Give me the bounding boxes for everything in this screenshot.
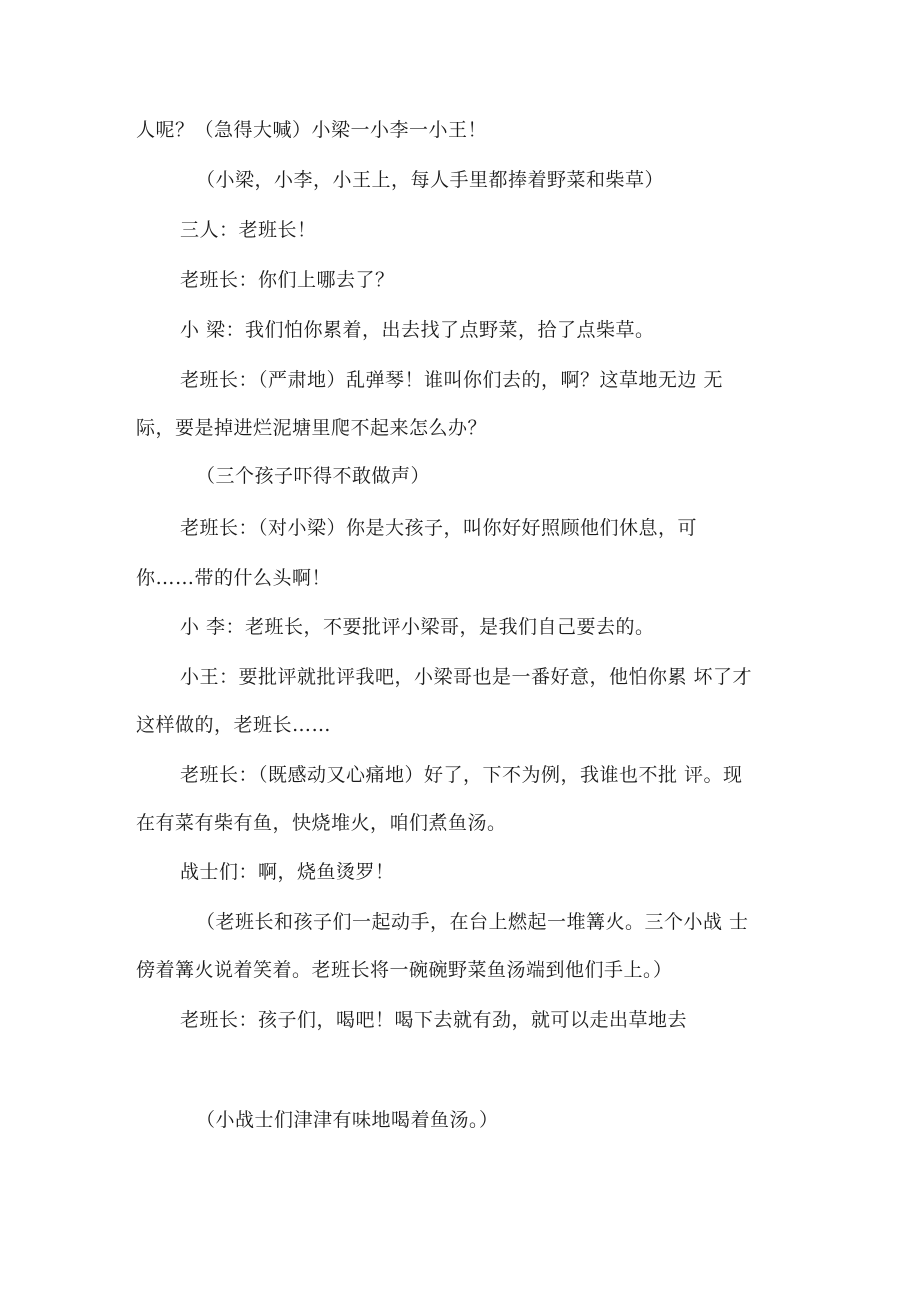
dialogue-line: 老班长：（既感动又心痛地）好了，下不为例，我谁也不批 评。现 <box>180 764 743 786</box>
dialogue-line: 小王：要批评就批评我吧，小梁哥也是一番好意，他怕你累 坏了才 <box>180 666 753 688</box>
text-line: 际，要是掉进烂泥塘里爬不起来怎么办？ <box>136 417 488 439</box>
text-line: 傍着篝火说着笑着。老班长将一碗碗野菜鱼汤端到他们手上。） <box>136 959 673 981</box>
stage-direction: （小梁，小李，小王上，每人手里都捧着野菜和柴草） <box>196 169 665 191</box>
text-line: 这样做的，老班长…… <box>136 714 332 736</box>
dialogue-line: 三人：老班长！ <box>180 219 317 241</box>
text-line: 在有菜有柴有鱼，快烧堆火，咱们煮鱼汤。 <box>136 812 507 834</box>
text-line: 人呢？（急得大喊）小梁一小李一小王！ <box>136 119 488 141</box>
dialogue-line: 老班长：（对小梁）你是大孩子，叫你好好照顾他们休息，可 <box>180 517 698 539</box>
stage-direction: （老班长和孩子们一起动手，在台上燃起一堆篝火。三个小战 士 <box>196 911 749 933</box>
dialogue-line: 战士们：啊，烧鱼烫罗！ <box>180 861 395 883</box>
dialogue-line: 老班长：（严肃地）乱弹琴！谁叫你们去的，啊？这草地无边 无 <box>180 369 724 391</box>
stage-direction: （小战士们津津有味地喝着鱼汤。） <box>196 1109 499 1131</box>
dialogue-line: 小 李：老班长，不要批评小梁哥，是我们自己要去的。 <box>180 616 655 638</box>
dialogue-line: 老班长：你们上哪去了？ <box>180 269 395 291</box>
dialogue-line: 老班长：孩子们，喝吧！喝下去就有劲，就可以走出草地去 <box>180 1009 688 1031</box>
stage-direction: （三个孩子吓得不敢做声） <box>196 465 431 487</box>
text-line: 你……带的什么头啊！ <box>136 567 332 589</box>
dialogue-line: 小 梁：我们怕你累着，出去找了点野菜，拾了点柴草。 <box>180 319 655 341</box>
